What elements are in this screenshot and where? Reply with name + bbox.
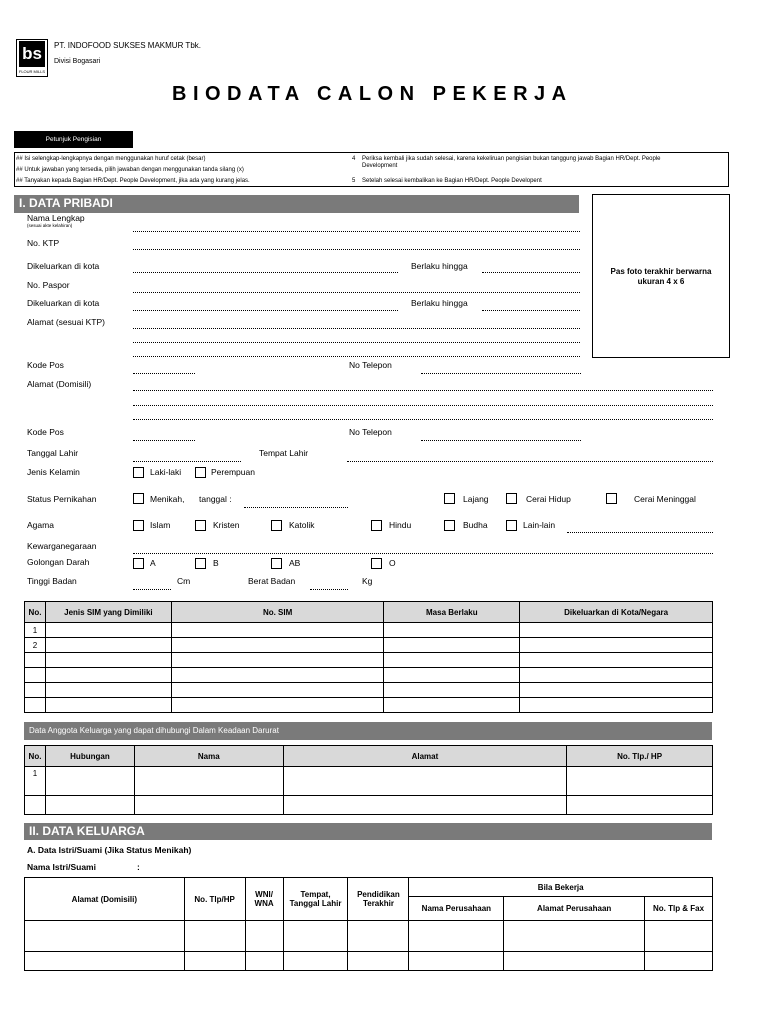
table-cell[interactable] <box>245 921 283 952</box>
table-cell[interactable] <box>520 698 713 713</box>
table-cell[interactable] <box>348 921 409 952</box>
sim-header-jenis: Jenis SIM yang Dimiliki <box>45 602 171 623</box>
label-dikeluarkan-kota-paspor: Dikeluarkan di kota <box>27 298 100 308</box>
label-golongan-darah: Golongan Darah <box>27 557 90 567</box>
label-status-pernikahan: Status Pernikahan <box>27 494 97 504</box>
label-laki-laki: Laki-laki <box>150 467 182 477</box>
label-hindu: Hindu <box>389 520 412 530</box>
checkbox-katolik[interactable] <box>271 520 282 531</box>
input-dikeluarkan-kota-paspor[interactable] <box>133 310 398 311</box>
label-kg: Kg <box>362 576 373 586</box>
input-alamat-ktp-1[interactable] <box>133 328 580 329</box>
instruction-4: Periksa kembali jika sudah selesai, karena kekeliruan pengisian bukan tanggung jawab Bagian HR/Dept. People <box>362 156 661 162</box>
label-nama-istri-suami: Nama Istri/Suami <box>27 862 96 872</box>
table-row <box>25 698 713 713</box>
label-telepon-domisili: No Telepon <box>349 427 392 437</box>
label-alamat-domisili: Alamat (Domisili) <box>27 379 92 389</box>
table-cell <box>25 653 46 668</box>
table-cell[interactable] <box>171 623 384 638</box>
spouse-header-tempat-line2: Tanggal Lahir <box>289 899 342 908</box>
input-tanggal-lahir[interactable] <box>133 461 241 462</box>
table-cell[interactable] <box>348 952 409 971</box>
label-kewarganegaraan: Kewarganegaraan <box>27 541 97 551</box>
table-cell[interactable] <box>134 796 283 815</box>
table-row <box>25 952 713 971</box>
table-cell <box>25 796 46 815</box>
table-cell[interactable] <box>520 653 713 668</box>
table-cell[interactable] <box>283 952 348 971</box>
sim-header-dikeluarkan: Dikeluarkan di Kota/Negara <box>520 602 713 623</box>
sim-header-no: No. <box>25 602 46 623</box>
label-berlaku-paspor: Berlaku hingga <box>411 298 468 308</box>
input-berlaku-paspor[interactable] <box>482 310 580 311</box>
input-alamat-domisili-2[interactable] <box>133 405 713 406</box>
spouse-header-tempat-tanggal <box>283 878 348 921</box>
spouse-header-tempat-line1: Tempat, <box>300 890 331 899</box>
emergency-header-nama: Nama <box>134 746 283 767</box>
input-berlaku-ktp[interactable] <box>482 272 580 273</box>
table-cell[interactable] <box>384 638 520 653</box>
table-cell[interactable] <box>409 921 504 952</box>
spouse-header-wni-line2: WNA <box>254 899 274 908</box>
sim-row-number: 2 <box>25 638 46 653</box>
logo-mark: bs <box>19 41 45 67</box>
emergency-row-number: 1 <box>25 767 46 796</box>
label-jenis-kelamin: Jenis Kelamin <box>27 467 80 477</box>
table-cell[interactable] <box>384 683 520 698</box>
instruction-1: ## Isi selengkap-lengkapnya dengan menggunakan huruf cetak (besar) <box>16 156 206 162</box>
instruction-5-number: 5 <box>352 178 356 184</box>
spouse-header-nama-perusahaan: Nama Perusahaan <box>409 897 504 921</box>
instruction-5: Setelah selesai kembalikan ke Bagian HR/Dept. People Developent <box>362 178 542 184</box>
label-darah-o: O <box>389 558 396 568</box>
checkbox-kristen[interactable] <box>195 520 206 531</box>
input-dikeluarkan-kota-ktp[interactable] <box>133 272 398 273</box>
emergency-header-hubungan: Hubungan <box>45 746 134 767</box>
spouse-header-alamat-perusahaan: Alamat Perusahaan <box>504 897 645 921</box>
label-lain-lain: Lain-lain <box>523 520 556 530</box>
input-agama-lain[interactable] <box>567 532 713 533</box>
label-no-paspor: No. Paspor <box>27 280 70 290</box>
spouse-header-wni <box>245 878 283 921</box>
emergency-header-tlp: No. Tlp./ HP <box>567 746 713 767</box>
table-cell[interactable] <box>283 796 567 815</box>
instruction-3: ## Tanyakan kepada Bagian HR/Dept. People Development, jika ada yang kurang jelas. <box>16 178 250 184</box>
spouse-header-tlp: No. Tlp/HP <box>184 878 245 921</box>
input-telepon-ktp[interactable] <box>421 373 581 374</box>
table-cell[interactable] <box>184 921 245 952</box>
checkbox-budha[interactable] <box>444 520 455 531</box>
table-cell[interactable] <box>45 668 171 683</box>
table-cell[interactable] <box>384 698 520 713</box>
table-cell[interactable] <box>45 767 134 796</box>
photo-caption: Pas foto terakhir berwarna ukuran 4 x 6 <box>610 267 712 286</box>
spouse-header-pendidikan-line1: Pendidikan <box>357 890 400 899</box>
table-cell[interactable] <box>45 623 171 638</box>
input-no-paspor[interactable] <box>133 292 580 293</box>
table-cell[interactable] <box>520 683 713 698</box>
section-2-header: II. DATA KELUARGA <box>24 823 712 840</box>
table-row <box>25 638 713 653</box>
checkbox-hindu[interactable] <box>371 520 382 531</box>
table-cell <box>25 698 46 713</box>
table-row <box>25 796 713 815</box>
table-row <box>25 683 713 698</box>
table-cell[interactable] <box>567 796 713 815</box>
input-alamat-domisili-3[interactable] <box>133 419 713 420</box>
emergency-table <box>24 745 713 815</box>
checkbox-darah-b[interactable] <box>195 558 206 569</box>
label-menikah: Menikah, <box>150 494 185 504</box>
table-cell[interactable] <box>520 638 713 653</box>
label-kode-pos-ktp: Kode Pos <box>27 360 64 370</box>
label-islam: Islam <box>150 520 171 530</box>
subsection-a-title: A. Data Istri/Suami (Jika Status Menikah) <box>27 845 192 855</box>
label-nama-note: (sesuai akte kelahiran) <box>27 223 73 228</box>
company-name: PT. INDOFOOD SUKSES MAKMUR Tbk. <box>54 41 201 50</box>
table-row <box>25 767 713 796</box>
label-tinggi-badan: Tinggi Badan <box>27 576 77 586</box>
table-cell[interactable] <box>384 653 520 668</box>
checkbox-cerai-hidup[interactable] <box>506 493 517 504</box>
input-tanggal-menikah[interactable] <box>244 507 348 508</box>
label-telepon-ktp: No Telepon <box>349 360 392 370</box>
division-name: Divisi Bogasari <box>54 58 101 65</box>
input-kode-pos-ktp[interactable] <box>133 373 195 374</box>
table-cell[interactable] <box>520 623 713 638</box>
table-cell[interactable] <box>45 698 171 713</box>
table-cell[interactable] <box>45 796 134 815</box>
label-nama-lengkap: Nama Lengkap <box>27 213 85 223</box>
table-cell[interactable] <box>384 623 520 638</box>
table-cell[interactable] <box>567 767 713 796</box>
section-1-header: I. DATA PRIBADI <box>14 195 579 213</box>
checkbox-islam[interactable] <box>133 520 144 531</box>
table-cell[interactable] <box>384 668 520 683</box>
label-tanggal-menikah: tanggal : <box>199 494 232 504</box>
instruction-2: ## Untuk jawaban yang tersedia, pilih jawaban dengan menggunakan tanda silang (x) <box>16 167 244 173</box>
table-cell[interactable] <box>520 668 713 683</box>
logo-subtext: FLOUR MILLS <box>18 69 46 74</box>
instruction-4-cont: Development <box>362 163 398 169</box>
spouse-header-pendidikan <box>348 878 409 921</box>
emergency-header-alamat: Alamat <box>283 746 567 767</box>
page-title: BIODATA CALON PEKERJA <box>172 83 573 105</box>
label-lajang: Lajang <box>463 494 489 504</box>
table-cell[interactable] <box>409 952 504 971</box>
table-cell[interactable] <box>645 921 713 952</box>
label-tempat-lahir: Tempat Lahir <box>259 448 309 458</box>
table-cell[interactable] <box>171 668 384 683</box>
company-logo <box>16 39 48 77</box>
checkbox-lain-lain[interactable] <box>506 520 517 531</box>
label-agama: Agama <box>27 520 54 530</box>
label-berlaku-ktp: Berlaku hingga <box>411 261 468 271</box>
table-cell[interactable] <box>25 921 185 952</box>
label-alamat-ktp: Alamat (sesuai KTP) <box>27 317 105 327</box>
label-darah-b: B <box>213 558 219 568</box>
input-tinggi-badan[interactable] <box>133 589 171 590</box>
label-tanggal-lahir: Tanggal Lahir <box>27 448 79 458</box>
table-cell[interactable] <box>45 653 171 668</box>
label-dikeluarkan-kota-ktp: Dikeluarkan di kota <box>27 261 100 271</box>
spouse-header-pendidikan-line2: Terakhir <box>362 899 394 908</box>
input-alamat-ktp-3[interactable] <box>133 356 580 357</box>
label-berat-badan: Berat Badan <box>248 576 296 586</box>
photo-box <box>592 194 730 358</box>
table-cell[interactable] <box>645 952 713 971</box>
table-row <box>25 623 713 638</box>
label-no-ktp: No. KTP <box>27 238 60 248</box>
table-cell[interactable] <box>171 653 384 668</box>
table-cell[interactable] <box>245 952 283 971</box>
input-kode-pos-domisili[interactable] <box>133 440 195 441</box>
spouse-header-alamat: Alamat (Domisili) <box>25 878 185 921</box>
checkbox-menikah[interactable] <box>133 493 144 504</box>
label-kode-pos-domisili: Kode Pos <box>27 427 64 437</box>
table-cell[interactable] <box>45 683 171 698</box>
input-alamat-ktp-2[interactable] <box>133 342 580 343</box>
table-cell <box>25 668 46 683</box>
label-cerai-hidup: Cerai Hidup <box>526 494 571 504</box>
label-nama-istri-colon: : <box>137 862 140 872</box>
checkbox-lajang[interactable] <box>444 493 455 504</box>
table-cell[interactable] <box>171 698 384 713</box>
table-cell[interactable] <box>134 767 283 796</box>
checkbox-laki-laki[interactable] <box>133 467 144 478</box>
label-budha: Budha <box>463 520 488 530</box>
table-cell[interactable] <box>171 638 384 653</box>
table-row <box>25 921 713 952</box>
table-cell[interactable] <box>283 921 348 952</box>
label-darah-ab: AB <box>289 558 301 568</box>
table-row <box>25 653 713 668</box>
input-alamat-domisili-1[interactable] <box>133 390 713 391</box>
checkbox-perempuan[interactable] <box>195 467 206 478</box>
label-katolik: Katolik <box>289 520 315 530</box>
sim-row-number: 1 <box>25 623 46 638</box>
input-kewarganegaraan[interactable] <box>133 553 713 554</box>
table-cell[interactable] <box>504 952 645 971</box>
spouse-header-wni-line1: WNI/ <box>255 890 273 899</box>
instructions-label: Petunjuk Pengisian <box>14 131 133 148</box>
sim-header-masa-berlaku: Masa Berlaku <box>384 602 520 623</box>
checkbox-darah-o[interactable] <box>371 558 382 569</box>
table-cell[interactable] <box>283 767 567 796</box>
spouse-header-bila-bekerja: Bila Bekerja <box>409 878 713 897</box>
checkbox-darah-a[interactable] <box>133 558 144 569</box>
table-cell <box>25 683 46 698</box>
label-cerai-meninggal: Cerai Meninggal <box>634 494 696 504</box>
table-row <box>25 668 713 683</box>
input-berat-badan[interactable] <box>310 589 348 590</box>
emergency-header: Data Anggota Keluarga yang dapat dihubungi Dalam Keadaan Darurat <box>24 722 712 740</box>
label-darah-a: A <box>150 558 156 568</box>
input-telepon-domisili[interactable] <box>421 440 581 441</box>
table-cell[interactable] <box>171 683 384 698</box>
input-nama-lengkap[interactable] <box>133 231 580 232</box>
label-cm: Cm <box>177 576 191 586</box>
instruction-4-number: 4 <box>352 156 356 162</box>
table-cell[interactable] <box>504 921 645 952</box>
sim-header-no-sim: No. SIM <box>171 602 384 623</box>
label-perempuan: Perempuan <box>211 467 255 477</box>
spouse-header-tlp-fax: No. Tlp & Fax <box>645 897 713 921</box>
emergency-header-no: No. <box>25 746 46 767</box>
sim-table <box>24 601 713 713</box>
table-cell[interactable] <box>25 952 185 971</box>
table-cell[interactable] <box>184 952 245 971</box>
checkbox-darah-ab[interactable] <box>271 558 282 569</box>
input-tempat-lahir[interactable] <box>347 461 713 462</box>
table-cell[interactable] <box>45 638 171 653</box>
checkbox-cerai-meninggal[interactable] <box>606 493 617 504</box>
input-no-ktp[interactable] <box>133 249 580 250</box>
label-kristen: Kristen <box>213 520 240 530</box>
spouse-table <box>24 877 713 971</box>
